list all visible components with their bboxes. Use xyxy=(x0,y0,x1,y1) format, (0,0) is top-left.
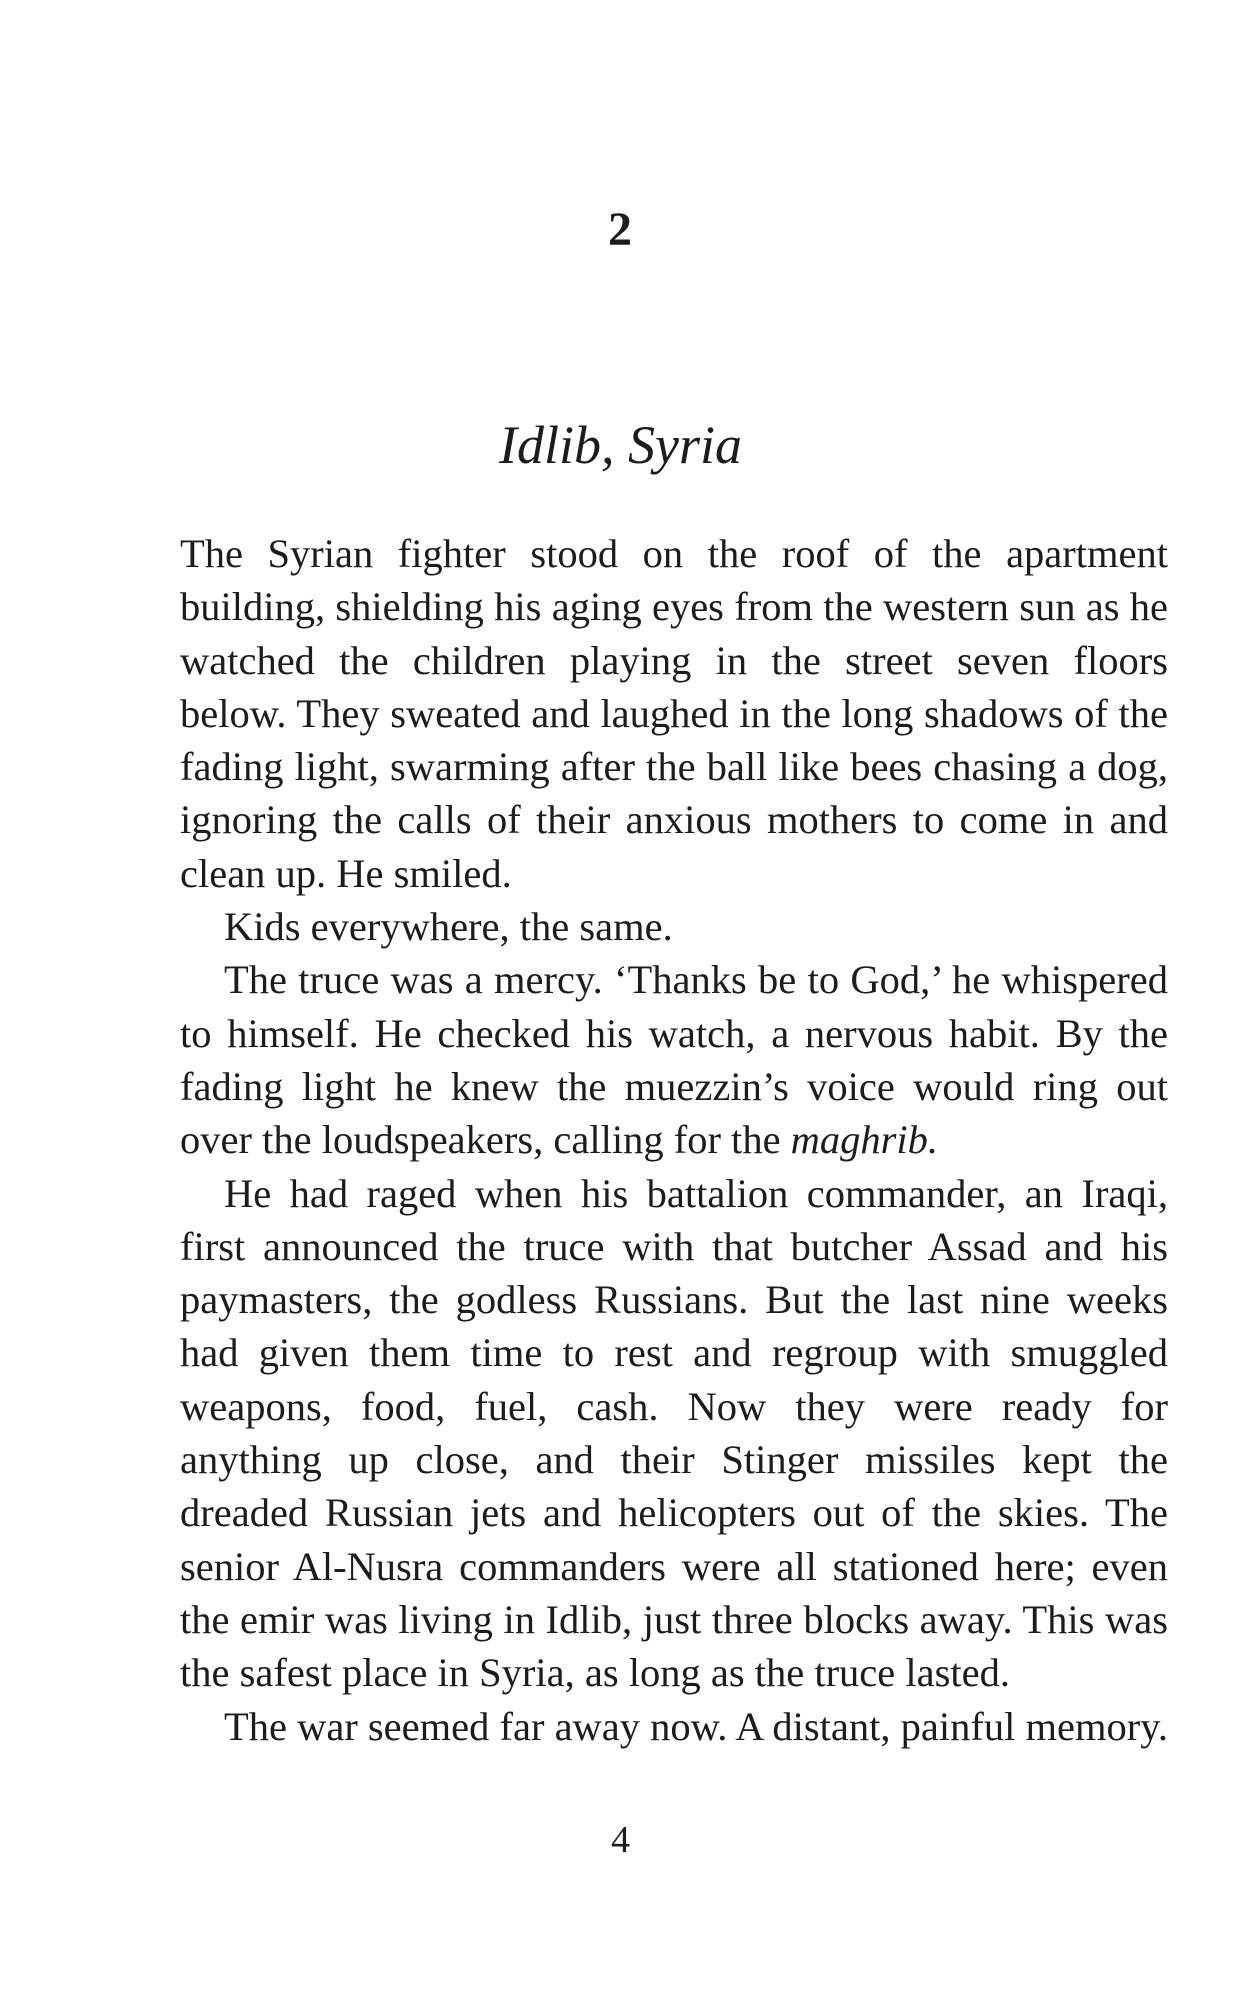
paragraph: Kids everywhere, the same. xyxy=(224,904,673,950)
chapter-title: Idlib, Syria xyxy=(499,415,742,475)
page-number: 4 xyxy=(611,1819,630,1861)
italic-term: maghrib. xyxy=(790,1117,939,1163)
paragraph: The Syrian fighter stood on the roof of the apartment building, shielding his aging eyes from the western sun as he watched the children playing in the street seven floors below. They sweated and laughed in the long shadows of the fading light, swarming after the ball like bees chasing a dog, ignoring the calls of their anxious mothers to come in and clean up. He smiled. xyxy=(180,531,1168,896)
chapter-body xyxy=(180,527,1168,1753)
paragraph-text: The truce was a mercy. ‘Thanks be to God,’ he whispered to himself. He checked his watch, a nervous habit. By the fading light he knew the muezzin’s voice would ring out over the loudspeakers, calling for the xyxy=(180,957,1168,1163)
paragraph: He had raged when his battalion commander, an Iraqi, first announced the truce with that butcher Assad and his paymasters, the godless Russians. But the last nine weeks had given them time to rest and regroup with smuggled weapons, food, fuel, cash. Now they were ready for anything up close, and their Stinger missiles kept the dreaded Russian jets and helicopters out of the skies. The senior Al-Nusra commanders were all stationed here; even the emir was living in Idlib, just three blocks away. This was the safest place in Syria, as long as the truce lasted. xyxy=(180,1170,1168,1696)
paragraph xyxy=(180,953,1168,1166)
paragraph: The war seemed far away now. A distant, painful memory. xyxy=(224,1703,1168,1749)
chapter-number: 2 xyxy=(608,203,633,256)
